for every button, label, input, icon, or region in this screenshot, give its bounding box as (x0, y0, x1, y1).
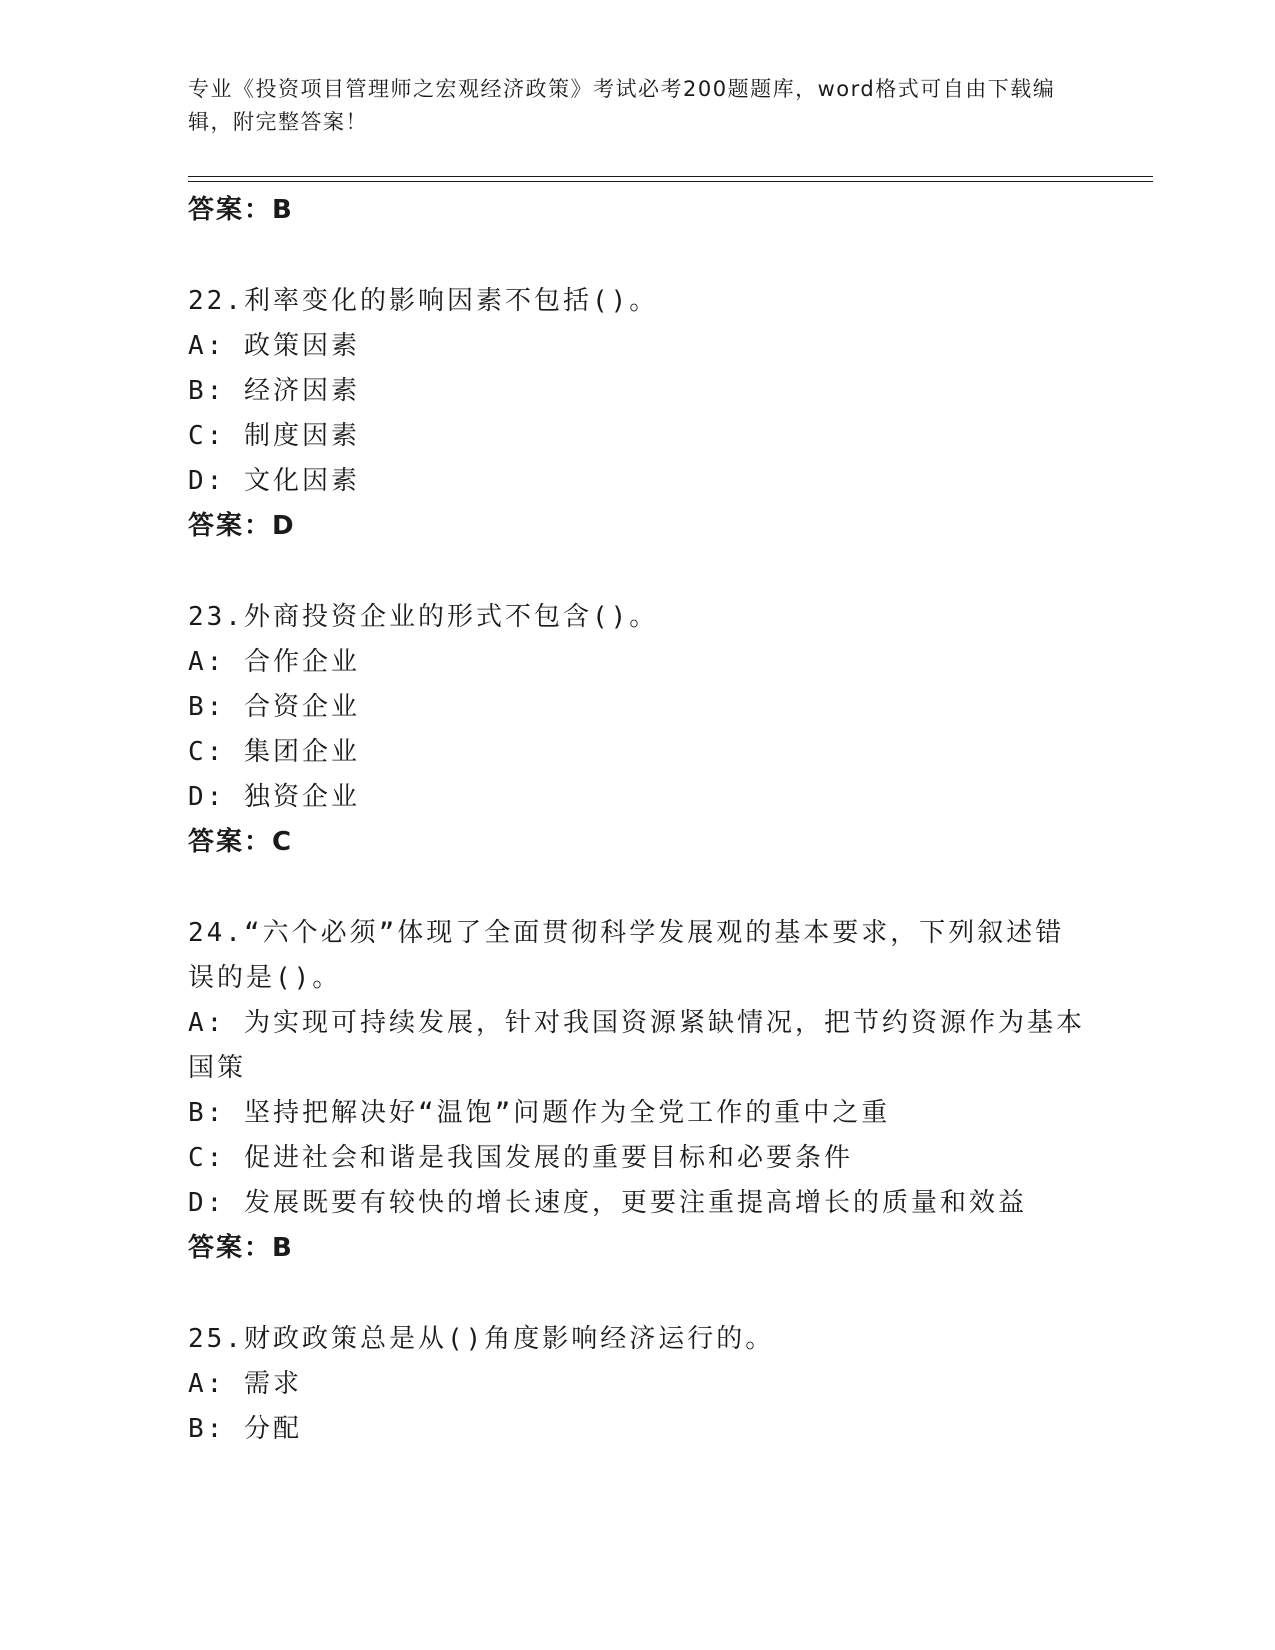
question-list (188, 188, 1088, 1452)
answer-line: 答案：B (188, 195, 294, 225)
option-d: D: 文化因素 (188, 466, 360, 496)
question-block (188, 911, 1088, 1271)
option-d: D: 独资企业 (188, 782, 360, 812)
option-a: A: 需求 (188, 1369, 302, 1399)
option-a: A: 政策因素 (188, 331, 360, 361)
question-block (188, 1317, 1088, 1452)
answer-line: 答案：B (188, 1233, 294, 1263)
option-b: B: 合资企业 (188, 692, 360, 722)
option-d: D: 发展既要有较快的增长速度，更要注重提高增长的质量和效益 (188, 1188, 1027, 1218)
question-text: 22.利率变化的影响因素不包括()。 (188, 286, 659, 316)
header-rule-top (188, 176, 1153, 177)
option-c: C: 促进社会和谐是我国发展的重要目标和必要条件 (188, 1143, 853, 1173)
option-c: C: 集团企业 (188, 737, 360, 767)
header-rule-bottom (188, 181, 1153, 182)
option-a: A: 合作企业 (188, 647, 360, 677)
question-text: 24.“六个必须”体现了全面贯彻科学发展观的基本要求，下列叙述错误的是()。 (188, 918, 1065, 993)
question-block (188, 279, 1088, 549)
document-header: 专业《投资项目管理师之宏观经济政策》考试必考200题题库，word格式可自由下载编辑，附完整答案！ (188, 77, 1056, 134)
answer-line: 答案：C (188, 827, 294, 857)
option-b: B: 分配 (188, 1414, 302, 1444)
option-a: A: 为实现可持续发展，针对我国资源紧缺情况，把节约资源作为基本国策 (188, 1008, 1085, 1083)
question-text: 23.外商投资企业的形式不包含()。 (188, 602, 659, 632)
option-b: B: 经济因素 (188, 376, 360, 406)
question-block (188, 595, 1088, 865)
option-b: B: 坚持把解决好“温饱”问题作为全党工作的重中之重 (188, 1098, 891, 1128)
answer-line: 答案：D (188, 511, 296, 541)
option-c: C: 制度因素 (188, 421, 360, 451)
question-text: 25.财政政策总是从()角度影响经济运行的。 (188, 1324, 775, 1354)
